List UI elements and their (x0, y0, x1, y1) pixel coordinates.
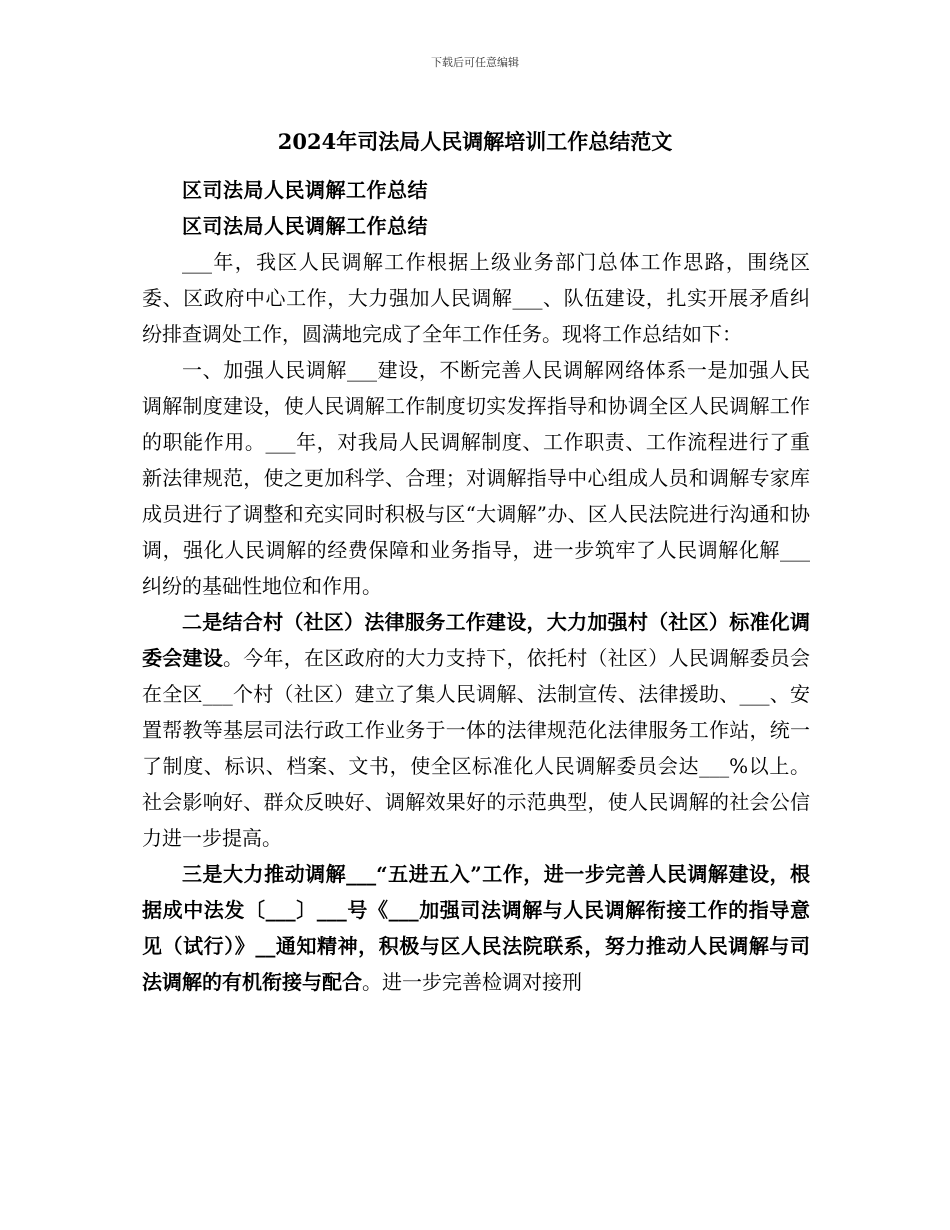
paragraph-section-3 (142, 856, 810, 1000)
paragraph-section-2 (142, 604, 810, 856)
document-body (142, 172, 810, 1000)
paragraph-section-2-body: 。今年，在区政府的大力支持下，依托村（社区）人民调解委员会在全区___个村（社区）建立了集人民调解、法制宣传、法律援助、___、安置帮教等基层司法行政工作业务于一体的法律规范化法律服务工作站，统一了制度、标识、档案、文书，使全区标准化人民调解委员会达___%以上。社会影响好、群众反映好、调解效果好的示范典型，使人民调解的社会公信力进一步提高。 (142, 646, 810, 850)
page-header-note: 下载后可任意编辑 (431, 56, 519, 69)
paragraph-section-3-body: 。进一步完善检调对接刑 (362, 970, 582, 994)
document-title: 2024年司法局人民调解培训工作总结范文 (277, 129, 673, 154)
paragraph-intro: ___年，我区人民调解工作根据上级业务部门总体工作思路，围绕区委、区政府中心工作，大力强加人民调解___、队伍建设，扎实开展矛盾纠纷排查调处工作，圆满地完成了全年工作任务。现将工作总结如下： (142, 250, 810, 346)
section-heading-2: 区司法局人民调解工作总结 (182, 214, 428, 238)
paragraph-section-3-lead: 三是大力推动调解___“五进五入”工作，进一步完善人民调解建设，根据成中法发〔___〕___号《___加强司法调解与人民调解衔接工作的指导意见（试行）》__通知精神，积极与区人民法院联系，努力推动人民调解与司法调解的有机衔接与配合 (142, 862, 810, 994)
paragraph-section-1: 一、加强人民调解___建设，不断完善人民调解网络体系一是加强人民调解制度建设，使人民调解工作制度切实发挥指导和协调全区人民调解工作的职能作用。___年，对我局人民调解制度、工作职责、工作流程进行了重新法律规范，使之更加科学、合理；对调解指导中心组成人员和调解专家库成员进行了调整和充实同时积极与区“大调解”办、区人民法院进行沟通和协调，强化人民调解的经费保障和业务指导，进一步筑牢了人民调解化解___纠纷的基础性地位和作用。 (142, 358, 810, 598)
section-heading-1: 区司法局人民调解工作总结 (182, 178, 428, 202)
paragraph-section-2-lead: 二是结合村（社区）法律服务工作建设，大力加强村（社区）标准化调委会建设 (142, 610, 810, 670)
